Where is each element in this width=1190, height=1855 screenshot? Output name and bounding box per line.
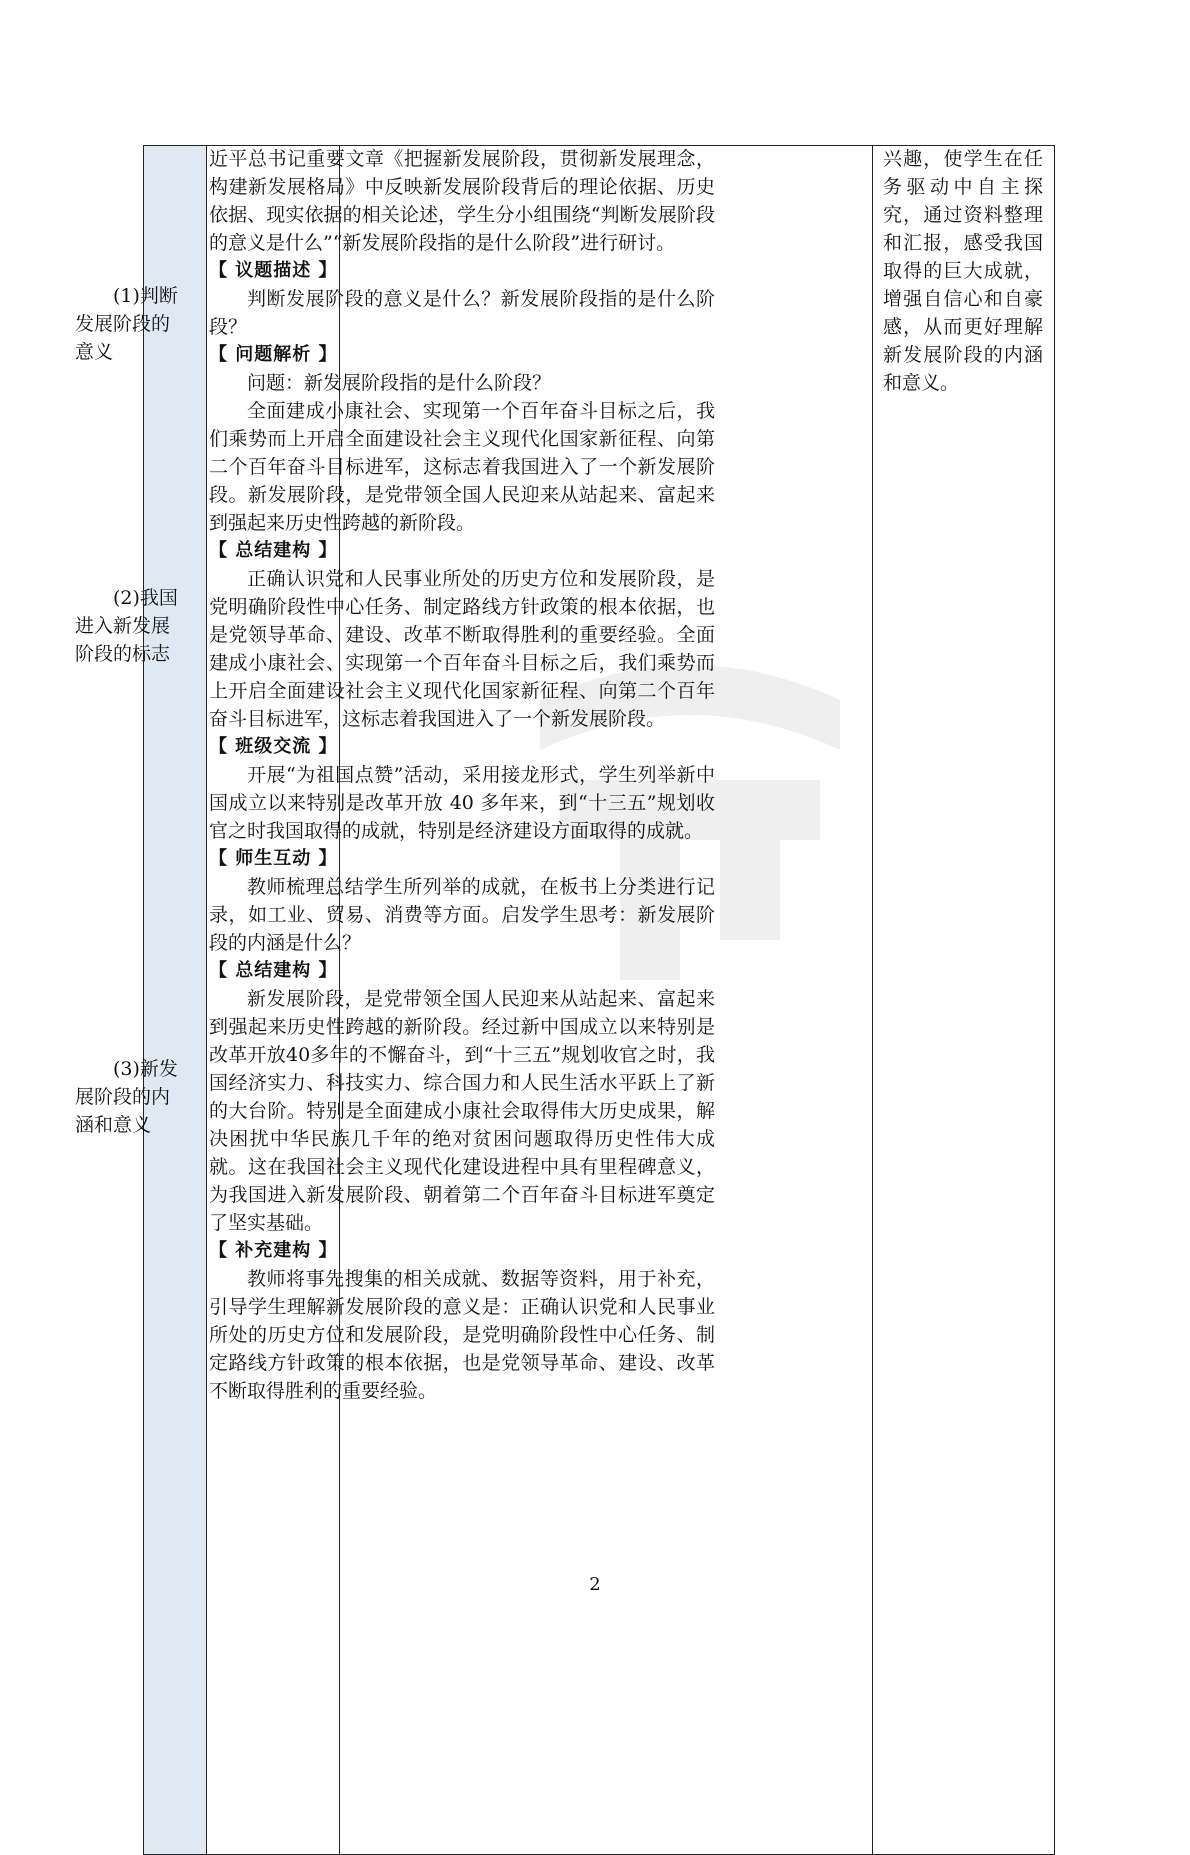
table-column-shaded — [143, 145, 207, 1855]
section-tag-problem-analysis: 【 问题解析 】 — [209, 344, 338, 365]
section-tag-summary-2: 【 总结建构 】 — [209, 960, 338, 981]
topic-1: (1)判断 发展阶段的 意义 — [75, 285, 178, 363]
section-tag-class-exchange: 【 班级交流 】 — [209, 736, 338, 757]
table-column-design-intent — [872, 145, 1055, 1855]
intro-text: 近平总书记重要文章《把握新发展阶段，贯彻新发展理念，构建新发展格局》中反映新发展阶段背后的理论依据、历史依据、现实依据的相关论述，学生分小组围绕“判断发展阶段的意义是什么”“新发展阶段指的是什么阶段”进行研讨。 — [209, 148, 715, 254]
section-tag-supplement: 【 补充建构 】 — [209, 1240, 338, 1261]
activity-content: 近平总书记重要文章《把握新发展阶段，贯彻新发展理念，构建新发展格局》中反映新发展阶段背后的理论依据、历史依据、现实依据的相关论述，学生分小组围绕“判断发展阶段的意义是什么”“新发展阶段指的是什么阶段”进行研讨。 【 议题描述 】 判断发展阶段的意义是什么？新发展阶段指的是什么阶段？ 【 问题解析 】 问题：新发展阶段指的是什么阶段？ 全面建成小康社会、实现第一个百年奋斗目标之后，我们乘势而上开启全面建设社会主义现代化国家新征程、向第二个百年奋斗目标进军，这标志着我国进入了一个新发展阶段。新发展阶段，是党带领全国人民迎来从站起来、富起来到强起来历史性跨越的新阶段。 【 总结建构 】 正确认识党和人民事业所处的历史方位和发展阶段，是党明确阶段性中心任务、制定路线方针政策的根本依据，也是党领导革命、建设、改革不断取得胜利的重要经验。全面建成小康社会、实现第一个百年奋斗目标之后，我们乘势而上开启全面建设社会主义现代化国家新征程、向第二个百年奋斗目标进军，这标志着我国进入了一个新发展阶段。 【 班级交流 】 开展“为祖国点赞”活动，采用接龙形式，学生列举新中国成立以来特别是改革开放 40 多年来，到“十三五”规划收官之时我国取得的成就，特别是经济建设方面取得的成就。 【 师生互动 】 教师梳理总结学生所列举的成就，在板书上分类进行记录，如工业、贸易、消费等方面。启发学生思考：新发展阶段的内涵是什么？ 【 总结建构 】 新发展阶段，是党带领全国人民迎来从站起来、富起来到强起来历史性跨越的新阶段。经过新中国成立以来特别是改革开放40多年的不懈奋斗，到“十三五”规划收官之时，我国经济实力、科技实力、综合国力和人民生活水平跃上了新的大台阶。特别是全面建成小康社会取得伟大历史成果，解决困扰中华民族几千年的绝对贫困问题取得历史性伟大成就。这在我国社会主义现代化建设进程中具有里程碑意义，为我国进入新发展阶段、朝着第二个百年奋斗目标进军奠定了坚实基础。 【 补充建构 】 教师将事先搜集的相关成就、数据等资料，用于补充，引导学生理解新发展阶段的意义是：正确认识党和人民事业所处的历史方位和发展阶段，是党明确阶段性中心任务、制定路线方针政策的根本依据，也是党领导革命、建设、改革不断取得胜利的重要经验。 — [209, 145, 715, 1405]
section-tag-summary-1: 【 总结建构 】 — [209, 540, 338, 561]
topic-3: (3)新发 展阶段的内 涵和意义 — [75, 1058, 178, 1136]
design-intent: 兴趣，使学生在任务驱动中自主探究，通过资料整理和汇报，感受我国取得的巨大成就，增强自信心和自豪感，从而更好理解新发展阶段的内涵和意义。 — [883, 148, 1043, 394]
topic-2: (2)我国 进入新发展 阶段的标志 — [75, 587, 178, 665]
page-number: 2 — [589, 1574, 601, 1595]
section-tag-teacher-student: 【 师生互动 】 — [209, 848, 338, 869]
section-tag-topic-description: 【 议题描述 】 — [209, 260, 338, 281]
